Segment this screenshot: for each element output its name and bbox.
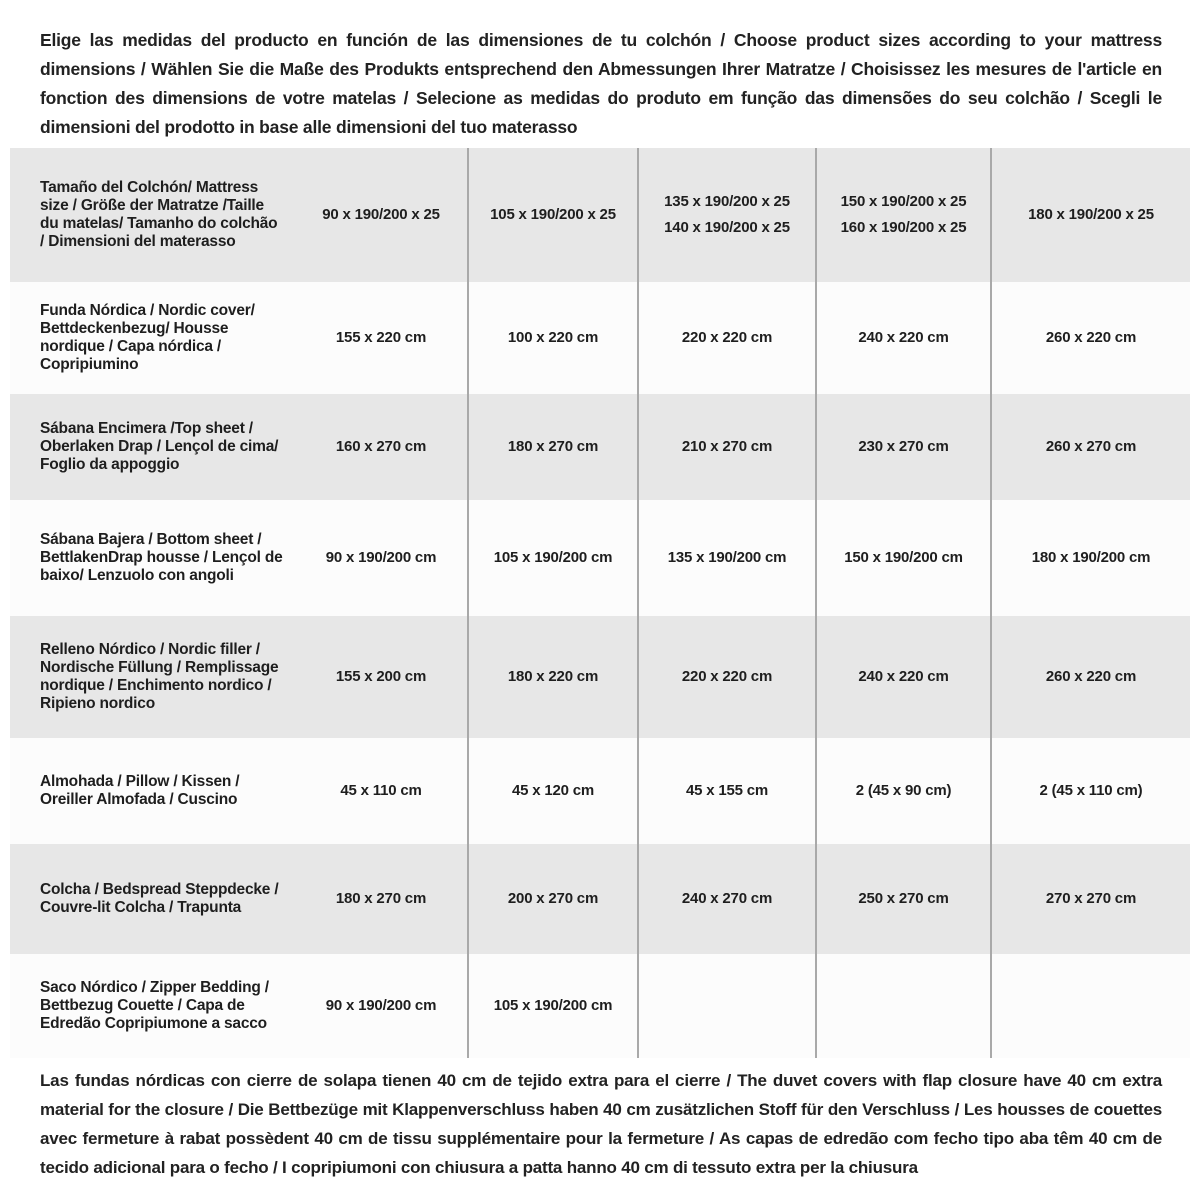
size-value-cell: 90 x 190/200 cm [325, 997, 437, 1014]
product-row [10, 500, 1190, 616]
size-option-line: 180 x 190/200 x 25 [1028, 206, 1154, 223]
size-value-cell: 2 (45 x 90 cm) [815, 738, 990, 844]
size-value-cell: 230 x 270 cm [815, 394, 990, 500]
product-row [10, 738, 1190, 844]
size-value-cell: 45 x 120 cm [467, 738, 637, 844]
size-option-line: 140 x 190/200 x 25 [664, 219, 790, 236]
size-value-cell: 155 x 200 cm [335, 668, 427, 685]
product-row [10, 844, 1190, 954]
product-label: Funda Nórdica / Nordic cover/ Bettdeckenbezug/ Housse nordique / Capa nórdica / Copripiumino [40, 302, 255, 373]
size-value-cell: 45 x 155 cm [637, 738, 815, 844]
size-value-cell: 200 x 270 cm [467, 844, 637, 954]
size-value-cell: 135 x 190/200 cm [637, 500, 815, 616]
product-label: Sábana Encimera /Top sheet / Oberlaken Drap / Lençol de cima/ Foglio da appoggio [40, 420, 279, 473]
size-value-cell: 2 (45 x 110 cm) [990, 738, 1190, 844]
product-label: Saco Nórdico / Zipper Bedding / Bettbezug Couette / Capa de Edredão Copripiumone a sacco [40, 979, 269, 1032]
size-value-cell [815, 954, 990, 1058]
size-value-cell: 260 x 220 cm [990, 616, 1190, 738]
product-label: Relleno Nórdico / Nordic filler / Nordische Füllung / Remplissage nordique / Enchimento nordico / Ripieno nordico [40, 641, 279, 712]
size-value-cell: 150 x 190/200 cm [815, 500, 990, 616]
product-row [10, 616, 1190, 738]
size-value-cell: 250 x 270 cm [815, 844, 990, 954]
size-value-cell: 240 x 220 cm [815, 616, 990, 738]
mattress-size-column-header [990, 148, 1190, 282]
size-value-cell: 100 x 220 cm [467, 282, 637, 394]
footnote-paragraph: Las fundas nórdicas con cierre de solapa tienen 40 cm de tejido extra para el cierre / The duvet covers with flap closure have 40 cm extra material for the closure / Die Bettbezüge mit Klappenverschluss haben 40 cm zusätzlichen Stoff für den Verschluss / Les housses de couettes avec fermeture à rabat possèdent 40 cm de tissu supplémentaire pour la fermeture / As capas de edredão com fecho tipo aba têm 40 cm de tecido adicional para o fecho / I copripiumoni con chiusura a patta hanno 40 cm di tessuto extra per la chiusura [40, 1071, 1162, 1177]
table-header-row [10, 148, 1190, 282]
size-value-cell: 180 x 270 cm [467, 394, 637, 500]
size-option-line: 150 x 190/200 x 25 [840, 193, 967, 210]
size-value-cell: 260 x 220 cm [990, 282, 1190, 394]
size-value-cell: 210 x 270 cm [637, 394, 815, 500]
size-value-cell: 180 x 190/200 cm [990, 500, 1190, 616]
size-option-line: 105 x 190/200 x 25 [490, 206, 616, 223]
size-option-line: 90 x 190/200 x 25 [322, 206, 440, 223]
size-option-line: 160 x 190/200 x 25 [840, 219, 967, 236]
size-value-cell: 180 x 270 cm [335, 890, 427, 907]
mattress-size-column-header [815, 148, 990, 282]
mattress-size-column-header [295, 148, 467, 282]
size-value-cell [637, 954, 815, 1058]
mattress-size-column-header [637, 148, 815, 282]
size-value-cell: 180 x 220 cm [467, 616, 637, 738]
size-value-cell: 240 x 220 cm [815, 282, 990, 394]
size-value-cell: 155 x 220 cm [335, 329, 427, 346]
size-value-cell: 220 x 220 cm [637, 282, 815, 394]
mattress-size-header-label: Tamaño del Colchón/ Mattress size / Größe der Matratze /Taille du matelas/ Tamanho do colchão / Dimensioni del materasso [40, 179, 278, 250]
product-label: Colcha / Bedspread Steppdecke / Couvre-lit Colcha / Trapunta [40, 881, 279, 916]
size-option-line: 135 x 190/200 x 25 [664, 193, 790, 210]
size-table [10, 148, 1190, 1058]
size-value-cell [990, 954, 1190, 1058]
size-value-cell: 260 x 270 cm [990, 394, 1190, 500]
product-row [10, 282, 1190, 394]
size-value-cell: 105 x 190/200 cm [467, 954, 637, 1058]
size-value-cell: 160 x 270 cm [335, 438, 427, 455]
size-value-cell: 240 x 270 cm [637, 844, 815, 954]
size-value-cell: 45 x 110 cm [340, 782, 422, 799]
product-label: Almohada / Pillow / Kissen / Oreiller Almofada / Cuscino [40, 773, 240, 808]
product-row [10, 954, 1190, 1058]
product-row [10, 394, 1190, 500]
size-value-cell: 220 x 220 cm [637, 616, 815, 738]
product-label: Sábana Bajera / Bottom sheet / BettlakenDrap housse / Lençol de baixo/ Lenzuolo con angoli [40, 531, 283, 584]
size-value-cell: 270 x 270 cm [990, 844, 1190, 954]
mattress-size-column-header [467, 148, 637, 282]
intro-paragraph: Elige las medidas del producto en función de las dimensiones de tu colchón / Choose product sizes according to your mattress dimensions / Wählen Sie die Maße des Produkts entsprechend den Abmessungen Ihrer Matratze / Choisissez les mesures de l'article en fonction des dimensions de votre matelas / Selecione as medidas do produto em função das dimensões do seu colchão / Scegli le dimensioni del prodotto in base alle dimensioni del tuo materasso [40, 30, 1162, 137]
size-value-cell: 90 x 190/200 cm [325, 549, 437, 566]
size-value-cell: 105 x 190/200 cm [467, 500, 637, 616]
